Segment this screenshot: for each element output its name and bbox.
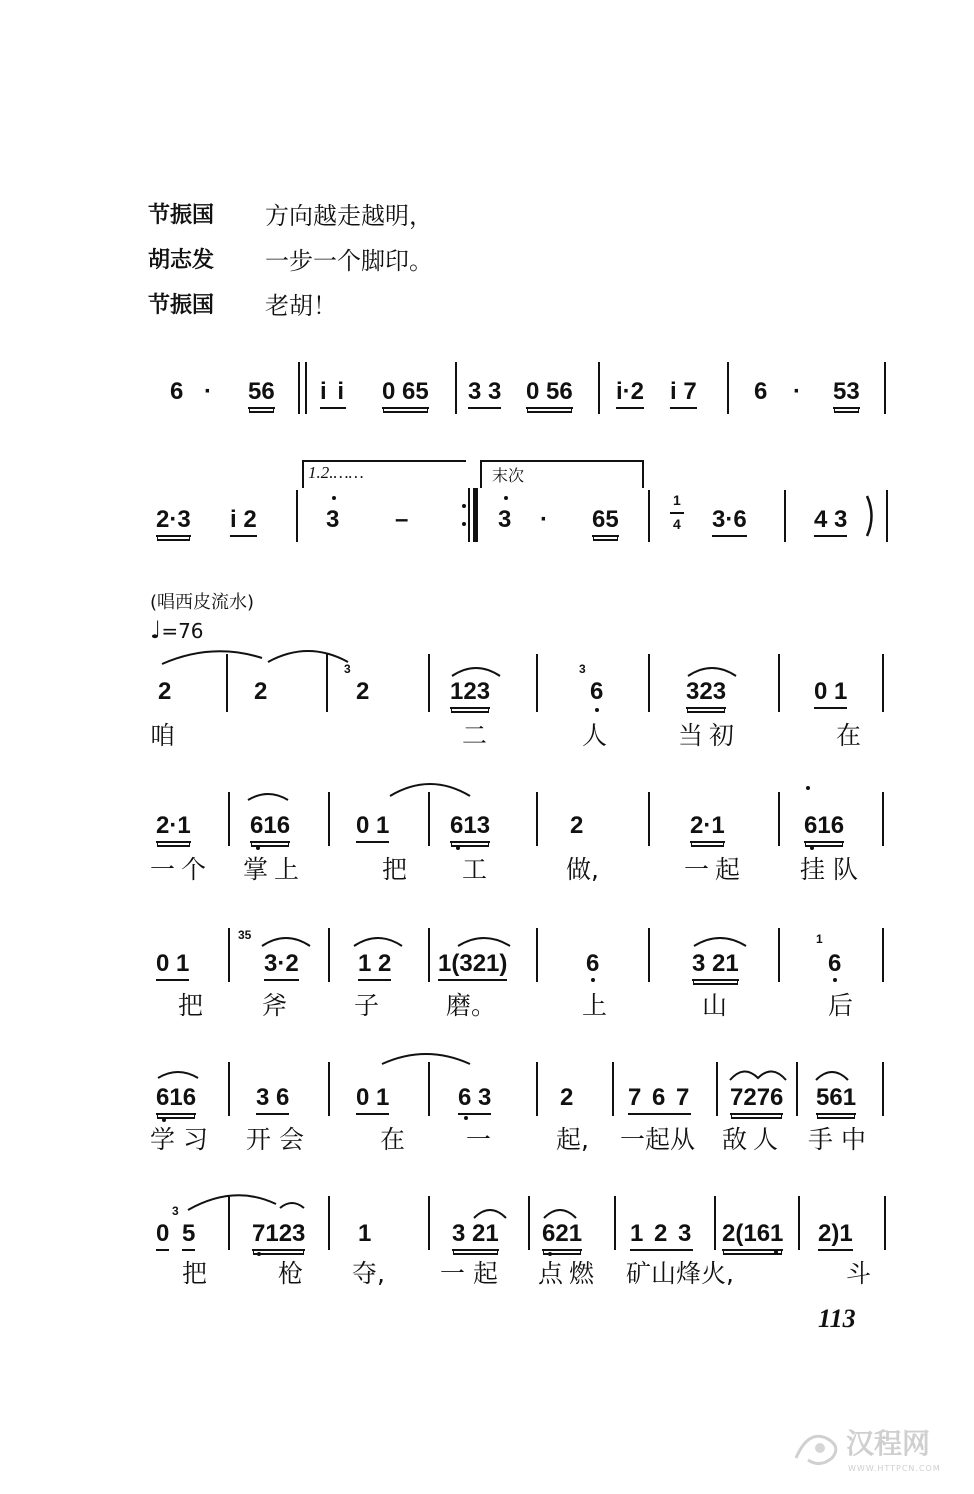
lyric: 掌上 xyxy=(243,855,306,884)
lyric: 二 xyxy=(462,721,488,750)
barline xyxy=(598,362,600,414)
note: 1 xyxy=(358,1220,372,1247)
slur xyxy=(684,660,740,678)
barline xyxy=(536,654,538,712)
lyric: 上 xyxy=(582,991,608,1020)
note-group: 0 1 xyxy=(356,1084,389,1115)
barline xyxy=(328,928,330,982)
repeat-dot xyxy=(462,504,466,508)
octave-dot xyxy=(591,978,595,982)
barline xyxy=(716,1062,718,1116)
lyric: 一个 xyxy=(150,855,213,884)
note-group: 2·3 xyxy=(156,506,191,537)
note: 6 xyxy=(754,378,768,405)
slur xyxy=(540,1202,580,1220)
grace-note: 3 xyxy=(579,662,586,676)
quarter-note-icon: ♩ xyxy=(150,616,162,644)
barline xyxy=(798,1196,800,1250)
speaker-name: 节振国 xyxy=(148,203,215,228)
slur xyxy=(448,660,504,678)
lyric: 人 xyxy=(582,721,608,750)
note-group: i i xyxy=(320,378,346,409)
barline xyxy=(228,1196,230,1250)
barline xyxy=(882,792,884,846)
note-group: 323 xyxy=(686,678,726,709)
barline xyxy=(778,792,780,846)
lyric: 磨。 xyxy=(446,991,497,1020)
note-group: 4 3 xyxy=(814,506,847,537)
dialogue-line: 一步一个脚印。 xyxy=(265,247,433,275)
barline xyxy=(328,1062,330,1116)
tempo-value: =76 xyxy=(161,619,204,643)
lyric: 把 xyxy=(182,1259,208,1288)
barline xyxy=(228,1062,230,1116)
repeat-dot xyxy=(462,522,466,526)
barline xyxy=(455,362,457,414)
barline xyxy=(882,654,884,712)
barline xyxy=(648,928,650,982)
watermark-url: WWW.HTTPCN.COM xyxy=(848,1464,941,1473)
lyric: 挂队 xyxy=(800,855,867,884)
lyric: 当初 xyxy=(678,721,741,750)
note-group: 616 xyxy=(250,812,290,843)
barline xyxy=(714,1196,716,1250)
grace-note: 35 xyxy=(238,928,252,942)
lyric: 做, xyxy=(566,855,599,884)
note-group: 3 3 xyxy=(468,378,501,409)
octave-dot xyxy=(456,846,460,850)
barline xyxy=(428,654,430,712)
note-group: 3 21 xyxy=(452,1220,499,1251)
note-group: 1(321) xyxy=(438,950,507,981)
barline xyxy=(326,654,328,712)
dialogue-line: 方向越走越明， xyxy=(265,202,433,230)
note-group: i 7 xyxy=(670,378,697,409)
barline xyxy=(882,928,884,982)
note-group: 123 xyxy=(450,678,490,709)
lyric: 开会 xyxy=(246,1125,313,1154)
note-dot: · xyxy=(204,378,212,405)
slur-group xyxy=(150,640,480,670)
barline xyxy=(536,928,538,982)
lyric: 把 xyxy=(382,855,408,884)
lyric: 学习 xyxy=(150,1125,217,1154)
note-dot: · xyxy=(793,378,801,405)
barline xyxy=(612,1062,614,1116)
note-group: 621 xyxy=(542,1220,582,1251)
note-group: 2·1 xyxy=(690,812,725,843)
note-group: 7276 xyxy=(730,1084,783,1115)
note-group: 7 6 7 xyxy=(628,1084,691,1115)
note-group: 3·2 xyxy=(264,950,299,981)
note-group: 65 xyxy=(592,506,619,537)
aria-label: (唱西皮流水) xyxy=(150,592,255,613)
barline xyxy=(428,1062,430,1116)
note-group: 1 2 3 xyxy=(630,1220,693,1251)
note-group: 53 xyxy=(833,378,860,409)
note: 2 xyxy=(356,678,370,705)
lyric: 点燃 xyxy=(538,1259,601,1288)
lyric: 斧 xyxy=(262,991,288,1020)
barline xyxy=(886,490,888,542)
note-group: 56 xyxy=(248,378,275,409)
lyric: 一起 xyxy=(684,855,747,884)
note: 6 xyxy=(586,950,600,977)
page-number: 113 xyxy=(818,1304,856,1333)
watermark xyxy=(790,1420,960,1482)
lyric: 在 xyxy=(836,721,862,750)
lyric: 敌人 xyxy=(722,1125,785,1154)
note: 2 xyxy=(560,1084,574,1111)
dialogue-line: 老胡！ xyxy=(265,292,337,320)
slur xyxy=(454,930,514,948)
barline xyxy=(778,928,780,982)
slur-group xyxy=(240,772,480,802)
slur xyxy=(690,930,750,948)
note-group: 6 3 xyxy=(458,1084,491,1115)
barline xyxy=(648,654,650,712)
barline xyxy=(328,792,330,846)
barline xyxy=(884,362,886,414)
barline xyxy=(296,490,298,542)
grace-note: 1 xyxy=(816,932,823,946)
barline xyxy=(298,362,300,414)
barline xyxy=(648,792,650,846)
note-group: 0 56 xyxy=(526,378,573,409)
note-group: 3 21 xyxy=(692,950,739,981)
lyric: 一起 xyxy=(440,1259,507,1288)
volta-label: 末次 xyxy=(492,466,525,485)
note-group: 0 1 xyxy=(356,812,389,843)
lyric: 斗 xyxy=(846,1259,872,1288)
slur xyxy=(726,1064,792,1082)
barline xyxy=(882,1062,884,1116)
octave-dot xyxy=(595,708,599,712)
slur xyxy=(812,1064,852,1082)
slur-group xyxy=(150,1040,480,1080)
barline xyxy=(614,1196,616,1250)
note: 6 xyxy=(828,950,842,977)
note-group: 3·6 xyxy=(712,506,747,537)
grace-note: 3 xyxy=(172,1204,179,1218)
note-group: 3 6 xyxy=(256,1084,289,1115)
note-group: 616 xyxy=(156,1084,196,1115)
lyric: 把 xyxy=(178,991,204,1020)
watermark-logo-icon xyxy=(790,1424,846,1468)
slur xyxy=(258,930,314,948)
note: 3 xyxy=(498,506,512,533)
speaker-name: 胡志发 xyxy=(148,248,215,273)
dash: – xyxy=(395,506,409,533)
time-sig-line xyxy=(670,512,684,514)
barline xyxy=(796,1062,798,1116)
octave-dot xyxy=(504,496,508,500)
octave-dot xyxy=(833,978,837,982)
barline xyxy=(778,654,780,712)
note-group: 0 65 xyxy=(382,378,429,409)
closing-paren xyxy=(864,494,878,538)
note: 2 xyxy=(570,812,584,839)
note-group: 2(161 xyxy=(722,1220,783,1251)
time-sig-bottom: 4 xyxy=(673,516,681,532)
note: 2 xyxy=(158,678,172,705)
note-group: 7123 xyxy=(252,1220,305,1251)
octave-dot xyxy=(774,1250,778,1254)
note: 3 xyxy=(326,506,340,533)
barline xyxy=(536,1062,538,1116)
barline xyxy=(648,490,650,542)
note: 6 xyxy=(170,378,184,405)
lyric: 一起从 xyxy=(620,1125,696,1154)
note: 2 xyxy=(254,678,268,705)
note-group: 561 xyxy=(816,1084,856,1115)
note-group: 616 xyxy=(804,812,844,843)
barline xyxy=(784,490,786,542)
repeat-barline xyxy=(468,488,470,542)
barline xyxy=(226,654,228,712)
note-group: 1 2 xyxy=(358,950,391,981)
note: 5 xyxy=(182,1220,195,1251)
repeat-barline-thick xyxy=(473,488,478,542)
lyric: 夺, xyxy=(352,1259,385,1288)
barline xyxy=(536,792,538,846)
lyric: 一 xyxy=(466,1125,492,1154)
octave-dot xyxy=(257,1252,261,1256)
grace-note: 3 xyxy=(344,662,351,676)
time-sig-top: 1 xyxy=(673,492,681,508)
octave-dot xyxy=(806,786,810,790)
lyric: 起, xyxy=(556,1125,589,1154)
barline xyxy=(428,928,430,982)
barline xyxy=(884,1196,886,1250)
lyric: 子 xyxy=(354,991,380,1020)
speaker-name: 节振国 xyxy=(148,293,215,318)
note-group: 0 1 xyxy=(156,950,189,981)
note-group: 613 xyxy=(450,812,490,843)
barline xyxy=(428,1196,430,1250)
volta-label: 1.2.…… xyxy=(308,463,364,482)
note-group: i 2 xyxy=(230,506,257,537)
barline xyxy=(328,1196,330,1250)
barline xyxy=(727,362,729,414)
barline xyxy=(228,928,230,982)
watermark-brand: 汉程网 xyxy=(846,1427,931,1460)
lyric: 山 xyxy=(702,991,728,1020)
barline xyxy=(228,792,230,846)
lyric: 后 xyxy=(828,991,854,1020)
lyric: 矿山烽火, xyxy=(626,1259,734,1288)
octave-dot xyxy=(332,496,336,500)
note-group: 0 1 xyxy=(814,678,847,709)
slur xyxy=(470,1202,510,1220)
barline xyxy=(305,362,307,414)
note: 6 xyxy=(590,678,604,705)
note: 0 xyxy=(156,1220,169,1251)
lyric: 手中 xyxy=(808,1125,875,1154)
barline xyxy=(528,1196,530,1250)
slur xyxy=(350,930,406,948)
note-group: 2)1 xyxy=(818,1220,853,1251)
lyric: 在 xyxy=(380,1125,406,1154)
barline xyxy=(428,792,430,846)
lyric: 咱 xyxy=(150,721,176,750)
note-group: i·2 xyxy=(616,378,644,409)
note-dot: · xyxy=(540,506,548,533)
note-group: 2·1 xyxy=(156,812,191,843)
lyric: 枪 xyxy=(278,1259,304,1288)
lyric: 工 xyxy=(462,855,488,884)
